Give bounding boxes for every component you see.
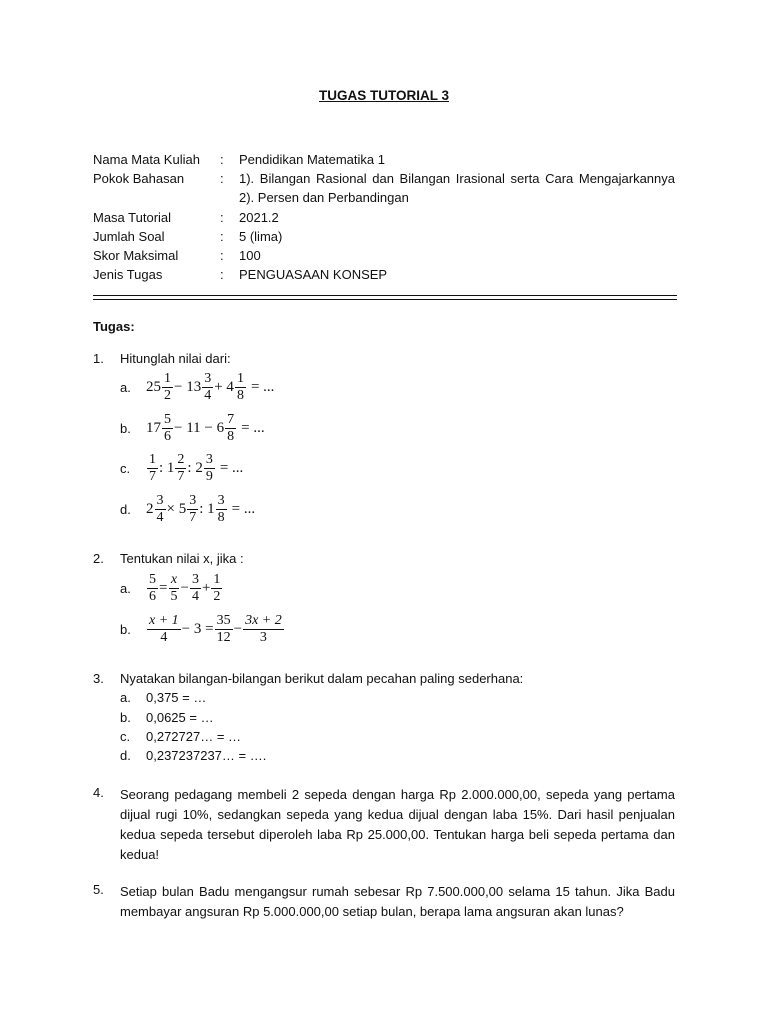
question-1a-expression <box>146 371 274 404</box>
operator: − 3 = <box>181 621 214 637</box>
fraction: $\frac{3x + 2}{3}$ <box>245 613 282 645</box>
meta-row-course-name <box>93 150 675 169</box>
meta-colon: : <box>220 248 224 264</box>
meta-colon: : <box>220 228 224 244</box>
equals: = ... <box>250 379 275 395</box>
operator: − 13 <box>174 379 202 395</box>
question-2b-label: b. <box>120 622 131 637</box>
question-2b-equation <box>146 613 285 646</box>
meta-value: Pendidikan Matematika 1 <box>239 152 385 167</box>
document-title: TUGAS TUTORIAL 3 <box>318 88 449 103</box>
meta-row-question-count <box>93 227 675 246</box>
question-3a-label: a. <box>120 690 131 705</box>
topic-line-2: 2). Persen dan Perbandingan <box>239 190 409 206</box>
question-4-text <box>120 785 675 865</box>
question-1-text: Hitunglah nilai dari: <box>120 351 231 366</box>
fraction: $\frac{1}{2}$ <box>164 371 171 403</box>
meta-colon: : <box>220 209 224 225</box>
question-4-line: dijual rugi 10%, sedangkan sepeda yang kedua dijual dengan laba 15%. Dari hasil penjualan <box>120 807 675 822</box>
operator: = <box>159 580 168 596</box>
question-3d-label: d. <box>120 748 131 763</box>
meta-colon: : <box>220 152 224 167</box>
fraction: $\frac{3}{4}$ <box>191 572 199 604</box>
equals: = ... <box>241 420 265 436</box>
tasks-heading: Tugas: <box>93 319 135 334</box>
operator: − <box>180 580 189 596</box>
meta-label: Jenis Tugas <box>93 267 163 283</box>
meta-label: Jumlah Soal <box>93 228 165 244</box>
meta-value: 100 <box>239 248 261 264</box>
fraction: $\frac{1}{7}$ <box>149 452 156 484</box>
question-2-number: 2. <box>93 551 104 566</box>
divider-bottom <box>93 299 677 300</box>
fraction: $\frac{5}{6}$ <box>164 412 171 444</box>
question-4-line: kedua! <box>120 847 160 862</box>
question-3b-label: b. <box>120 710 131 725</box>
divider-top <box>93 295 677 296</box>
question-4-number: 4. <box>93 785 104 800</box>
question-1c-label: c. <box>120 461 131 476</box>
meta-value: 5 (lima) <box>239 228 283 244</box>
fraction: $\frac{1}{2}$ <box>213 572 221 604</box>
fraction: $\frac{x}{5}$ <box>170 572 178 604</box>
operator: : 1 <box>199 501 215 517</box>
question-3c-label: c. <box>120 729 131 744</box>
question-3b-value: 0,0625 = … <box>146 710 214 725</box>
operator: − <box>233 621 243 637</box>
question-1c-expression <box>146 452 243 485</box>
question-3d-value: 0,237237237… = …. <box>146 748 267 763</box>
whole-number: 17 <box>146 420 161 436</box>
equals: = ... <box>219 460 244 476</box>
fraction: $\frac{x + 1}{4}$ <box>149 613 179 645</box>
meta-label: Nama Mata Kuliah <box>93 152 200 167</box>
operator: × 5 <box>166 501 187 517</box>
whole-number: 2 <box>146 501 154 517</box>
fraction: $\frac{5}{6}$ <box>149 572 156 604</box>
operator: − 11 − 6 <box>174 420 225 436</box>
question-5-text <box>120 882 675 922</box>
meta-value <box>239 169 675 207</box>
whole-number: 25 <box>146 379 161 395</box>
meta-label: Skor Maksimal <box>93 248 179 264</box>
question-1a-label: a. <box>120 380 131 395</box>
question-5-line: membayar angsuran Rp 5.000.000,00 setiap bulan, berapa lama angsuran akan lunas? <box>120 904 624 919</box>
operator: + <box>201 580 211 596</box>
fraction: $\frac{3}{4}$ <box>204 371 212 403</box>
meta-colon: : <box>220 267 224 283</box>
fraction: $\frac{3}{7}$ <box>189 493 197 525</box>
equals: = ... <box>231 501 256 517</box>
question-2-text: Tentukan nilai x, jika : <box>120 551 244 566</box>
meta-row-max-score <box>93 246 675 265</box>
meta-value: 2021.2 <box>239 209 279 225</box>
operator: + 4 <box>214 379 234 395</box>
fraction: $\frac{7}{8}$ <box>227 412 235 444</box>
question-2a-equation <box>146 572 223 605</box>
operator: : 2 <box>187 460 203 476</box>
fraction: $\frac{3}{8}$ <box>217 493 225 525</box>
meta-row-topic <box>93 169 675 207</box>
meta-value: PENGUASAAN KONSEP <box>239 267 388 283</box>
topic-line-1: 1). Bilangan Rasional dan Bilangan Irasional serta Cara Mengajarkannya <box>239 171 675 187</box>
question-2a-label: a. <box>120 581 131 596</box>
question-3-text: Nyatakan bilangan-bilangan berikut dalam pecahan paling sederhana: <box>120 671 524 686</box>
question-3-number: 3. <box>93 671 104 686</box>
question-3a-value: 0,375 = … <box>146 690 207 705</box>
operator: : 1 <box>159 460 175 476</box>
question-4-line: Seorang pedagang membeli 2 sepeda dengan harga Rp 2.000.000,00, sepeda yang pertama <box>120 787 675 802</box>
question-3c-value: 0,272727… = … <box>146 729 242 744</box>
fraction: $\frac{1}{8}$ <box>236 371 244 403</box>
question-1b-label: b. <box>120 421 131 436</box>
fraction: $\frac{3}{9}$ <box>205 452 213 484</box>
fraction: $\frac{3}{4}$ <box>156 493 164 525</box>
fraction: $\frac{35}{12}$ <box>216 613 231 645</box>
fraction: $\frac{2}{7}$ <box>177 452 185 484</box>
course-info-table <box>93 150 675 284</box>
meta-label: Masa Tutorial <box>93 209 172 225</box>
question-1b-expression <box>146 412 265 445</box>
meta-label: Pokok Bahasan <box>93 171 185 187</box>
question-5-line: Setiap bulan Badu mengangsur rumah sebesar Rp 7.500.000,00 selama 15 tahun. Jika Badu <box>120 884 675 899</box>
meta-row-task-type <box>93 265 675 284</box>
question-1-number: 1. <box>93 351 104 366</box>
question-1d-expression <box>146 493 255 526</box>
meta-colon: : <box>220 171 224 187</box>
meta-row-tutorial-period <box>93 208 675 227</box>
question-1d-label: d. <box>120 502 131 517</box>
question-5-number: 5. <box>93 882 104 897</box>
question-4-line: kedua sepeda tersebut diperoleh laba Rp 25.000,00. Tentukan harga beli sepeda pertama dan <box>120 827 675 842</box>
